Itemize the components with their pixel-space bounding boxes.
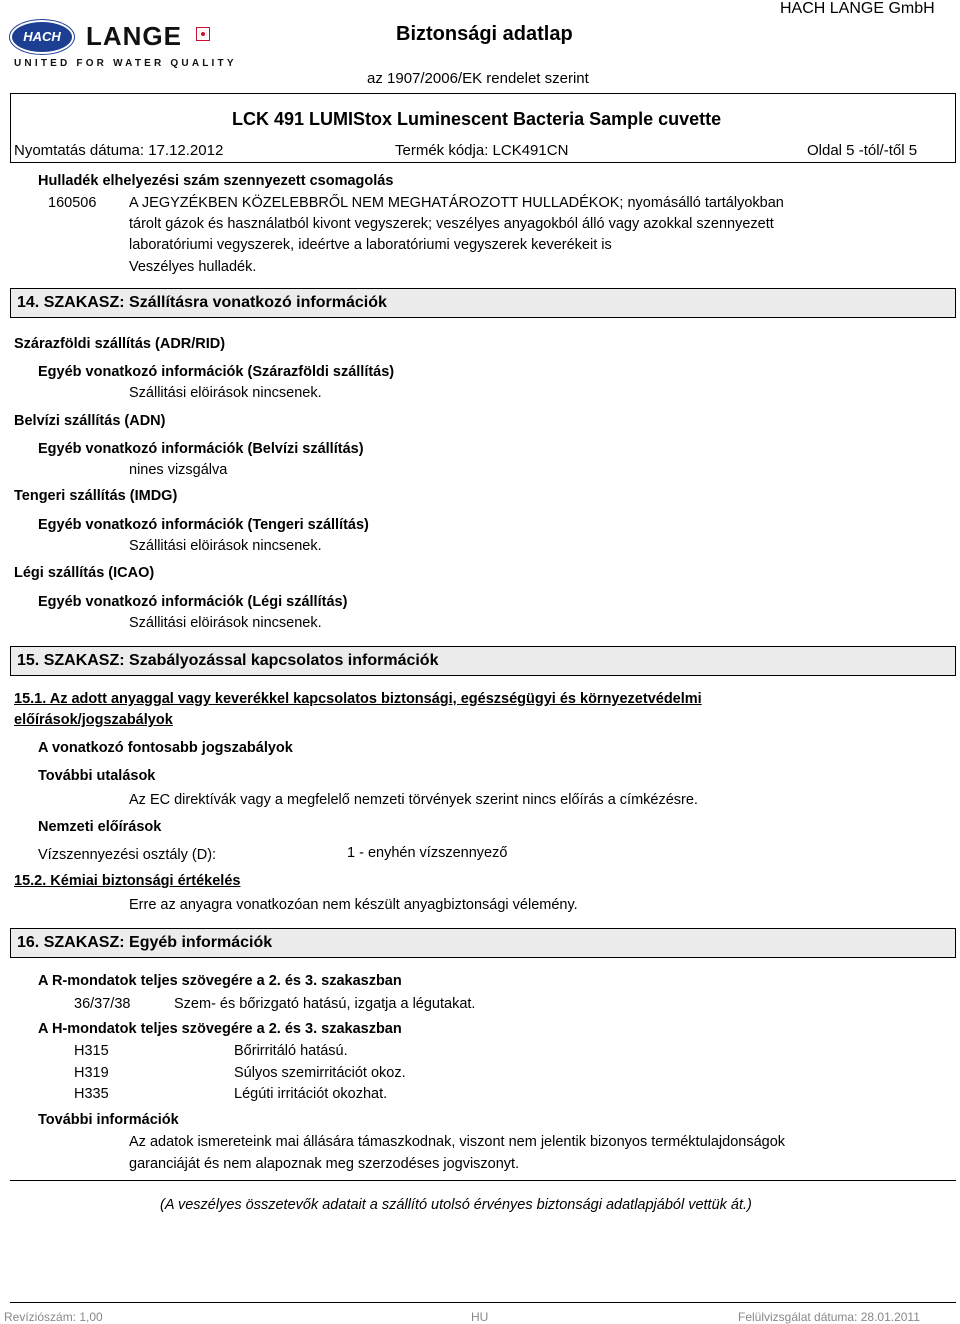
inland-transport-sub: Egyéb vonatkozó információk (Belvízi szállítás): [38, 441, 364, 457]
hach-logo: HACH: [12, 22, 72, 52]
divider: [10, 1180, 956, 1181]
page-number: Oldal 5 -tól/-től 5: [807, 142, 918, 159]
review-date: Felülvizsgálat dátuma: 28.01.2011: [738, 1310, 920, 1324]
r-phrases-heading: A R-mondatok teljes szövegére a 2. és 3. szakaszban: [38, 973, 402, 989]
air-transport-heading: Légi szállítás (ICAO): [14, 565, 155, 581]
waste-line: A JEGYZÉKBEN KÖZELEBBRŐL NEM MEGHATÁROZOTT HULLADÉKOK; nyomásálló tartályokban: [129, 195, 784, 211]
r-phrase-code: 36/37/38: [74, 996, 131, 1012]
further-info-heading: További információk: [38, 1112, 179, 1128]
further-info-text: garanciáját és nem alapoznak meg szerzodéses jogviszonyt.: [129, 1156, 520, 1172]
national-regulations-heading: Nemzeti előírások: [38, 819, 162, 835]
regulation-note: az 1907/2006/EK rendelet szerint: [367, 70, 589, 87]
sea-transport-text: Szállitási elöirások nincsenek.: [129, 538, 322, 554]
land-transport-heading: Szárazföldi szállítás (ADR/RID): [14, 336, 226, 352]
waste-line: Veszélyes hulladék.: [129, 259, 257, 275]
footer-divider: [10, 1302, 956, 1303]
sea-transport-heading: Tengeri szállítás (IMDG): [14, 488, 178, 504]
h-phrase-code: H315: [74, 1043, 109, 1059]
section15-1-heading-cont: előírások/jogszabályok: [14, 712, 173, 728]
section14-bar: [10, 288, 956, 318]
section15-title: 15. SZAKASZ: Szabályozással kapcsolatos információk: [17, 652, 439, 669]
land-transport-sub: Egyéb vonatkozó információk (Szárazföldi szállítás): [38, 364, 395, 380]
waste-heading: Hulladék elhelyezési szám szennyezett csomagolás: [38, 173, 394, 189]
target-logo-icon: [196, 27, 210, 41]
further-info-text: Az adatok ismereteink mai állására támaszkodnak, viszont nem jelentik bizonyos terméktulajdonságok: [129, 1134, 786, 1150]
water-hazard-label: Vízszennyezési osztály (D):: [38, 847, 217, 863]
air-transport-text: Szállitási elöirások nincsenek.: [129, 615, 322, 631]
source-note: (A veszélyes összetevők adatait a szállító utolsó érvényes biztonsági adatlapjából vettük át.): [160, 1197, 752, 1213]
product-name: LCK 491 LUMIStox Luminescent Bacteria Sample cuvette: [232, 109, 722, 129]
air-transport-sub: Egyéb vonatkozó információk (Légi szállítás): [38, 594, 348, 610]
waste-code: 160506: [48, 195, 97, 211]
section16-bar: [10, 928, 956, 958]
waste-line: laboratóriumi vegyszerek, ideértve a laboratóriumi vegyszerek keverékeit is: [129, 237, 612, 253]
inland-transport-heading: Belvízi szállítás (ADN): [14, 413, 166, 429]
logo-tagline: UNITED FOR WATER QUALITY: [14, 58, 237, 69]
section14-title: 14. SZAKASZ: Szállításra vonatkozó információk: [17, 294, 387, 311]
relevant-regulations: A vonatkozó fontosabb jogszabályok: [38, 740, 293, 756]
language-code: HU: [471, 1310, 489, 1324]
company-name: HACH LANGE GmbH: [780, 0, 935, 17]
h-phrase-code: H319: [74, 1065, 109, 1081]
h-phrase-code: H335: [74, 1086, 109, 1102]
section15-1-heading: 15.1. Az adott anyaggal vagy keverékkel kapcsolatos biztonsági, egészségügyi és környezetvédelmi: [14, 691, 702, 707]
print-date: Nyomtatás dátuma: 17.12.2012: [14, 142, 224, 159]
section15-bar: [10, 646, 956, 676]
lange-logo-text: LANGE: [86, 21, 182, 51]
product-code: Termék kódja: LCK491CN: [395, 142, 569, 159]
revision-number: Revíziószám: 1,00: [4, 1310, 103, 1324]
section15-2-heading: 15.2. Kémiai biztonsági értékelés: [14, 873, 241, 889]
h-phrase-text: Bőrirritáló hatású.: [234, 1043, 348, 1059]
h-phrase-text: Súlyos szemirritációt okoz.: [234, 1065, 406, 1081]
sea-transport-sub: Egyéb vonatkozó információk (Tengeri szállítás): [38, 517, 369, 533]
further-references-text: Az EC direktívák vagy a megfelelő nemzeti törvények szerint nincs előírás a címkézésre.: [129, 792, 698, 808]
section15-2-text: Erre az anyagra vonatkozóan nem készült anyagbiztonsági vélemény.: [129, 897, 578, 913]
inland-transport-text: nines vizsgálva: [129, 462, 228, 478]
h-phrase-text: Légúti irritációt okozhat.: [234, 1086, 388, 1102]
waste-line: tárolt gázok és használatból kivont vegyszerek; veszélyes anyagokból álló vagy azokkal szennyezett: [129, 216, 774, 232]
land-transport-text: Szállitási elöirások nincsenek.: [129, 385, 322, 401]
water-hazard-value: 1 - enyhén vízszennyező: [347, 845, 508, 861]
h-phrases-heading: A H-mondatok teljes szövegére a 2. és 3. szakaszban: [38, 1021, 402, 1037]
r-phrase-text: Szem- és bőrizgató hatású, izgatja a légutakat.: [174, 996, 476, 1012]
further-references-heading: További utalások: [38, 768, 156, 784]
document-title: Biztonsági adatlap: [396, 23, 573, 45]
section16-title: 16. SZAKASZ: Egyéb információk: [17, 934, 273, 951]
